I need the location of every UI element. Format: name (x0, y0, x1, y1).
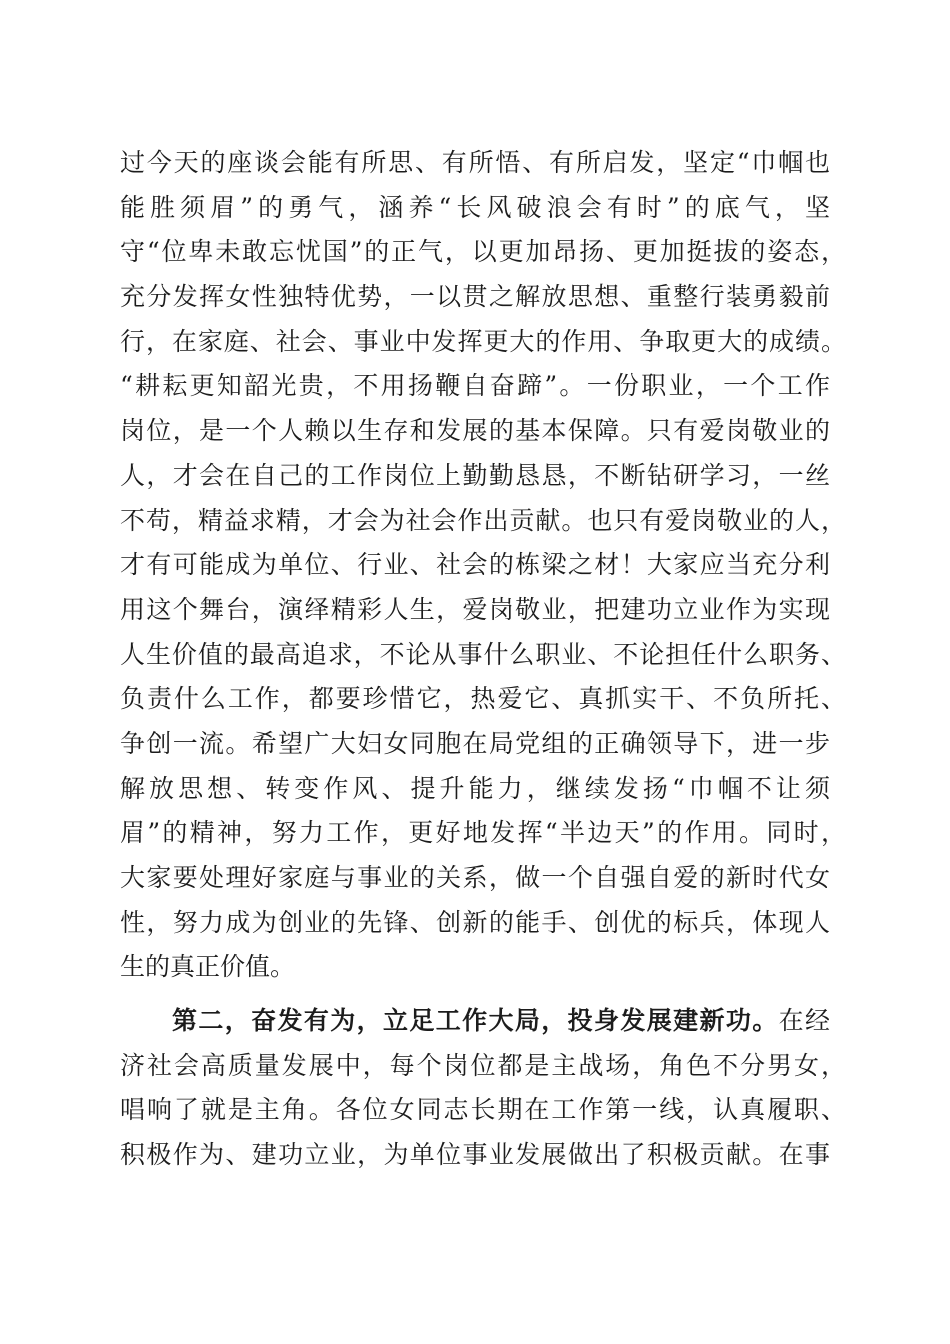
paragraph-line: 唱响了就是主角。各位女同志长期在工作第一线，认真履职、 (120, 1095, 846, 1125)
paragraph-line: 负责什么工作，都要珍惜它，热爱它、真抓实干、不负所托、 (120, 684, 846, 714)
paragraph-line: 过今天的座谈会能有所思、有所悟、有所启发，坚定“巾帼也 (120, 148, 830, 177)
paragraph-line-text: 在经 (778, 1006, 830, 1036)
body-text (120, 141, 846, 1178)
paragraph-1 (120, 141, 846, 990)
paragraph-line: 不苟，精益求精，才会为社会作出贡献。也只有爱岗敬业的人， (120, 505, 846, 535)
paragraph-line: 积极作为、建功立业，为单位事业发展做出了积极贡献。在事 (120, 1140, 830, 1170)
paragraph-line: 守“位卑未敢忘忧国”的正气，以更加昂扬、更加挺拔的姿态， (120, 237, 846, 267)
paragraph-line: 充分发挥女性独特优势，一以贯之解放思想、重整行装勇毅前 (120, 282, 830, 312)
paragraph-line: 行，在家庭、社会、事业中发挥更大的作用、争取更大的成绩。 (120, 326, 846, 356)
paragraph-line: 人生价值的最高追求，不论从事什么职业、不论担任什么职务、 (120, 639, 846, 669)
paragraph-line: 眉”的精神，努力工作，更好地发挥“半边天”的作用。同时， (120, 818, 846, 848)
paragraph-line: 用这个舞台，演绎精彩人生，爱岗敬业，把建功立业作为实现 (120, 594, 830, 624)
paragraph-line: 大家要处理好家庭与事业的关系，做一个自强自爱的新时代女 (120, 863, 830, 892)
paragraph-line: 性，努力成为创业的先锋、创新的能手、创优的标兵，体现人 (120, 907, 830, 937)
paragraph-line: 解放思想、转变作风、提升能力，继续发扬“巾帼不让须 (120, 773, 830, 803)
paragraph-line: 济社会高质量发展中，每个岗位都是主战场，角色不分男女， (120, 1050, 846, 1080)
paragraph-lead-heading: 第二，奋发有为，立足工作大局，投身发展建新功。 (172, 1006, 779, 1036)
paragraph-2 (120, 999, 846, 1178)
paragraph-line: 能胜须眉”的勇气，涵养“长风破浪会有时”的底气，坚 (120, 192, 830, 222)
paragraph-line (120, 999, 830, 1044)
paragraph-line: 才有可能成为单位、行业、社会的栋梁之材！大家应当充分利 (120, 550, 830, 580)
paragraph-line: 生的真正价值。 (120, 952, 296, 982)
paragraph-line: 人，才会在自己的工作岗位上勤勤恳恳，不断钻研学习，一丝 (120, 460, 830, 490)
paragraph-line: 争创一流。希望广大妇女同胞在局党组的正确领导下，进一步 (120, 728, 830, 758)
paragraph-line: “耕耘更知韶光贵，不用扬鞭自奋蹄”。一份职业，一个工作 (120, 371, 830, 401)
paragraph-line: 岗位，是一个人赖以生存和发展的基本保障。只有爱岗敬业的 (120, 416, 830, 446)
